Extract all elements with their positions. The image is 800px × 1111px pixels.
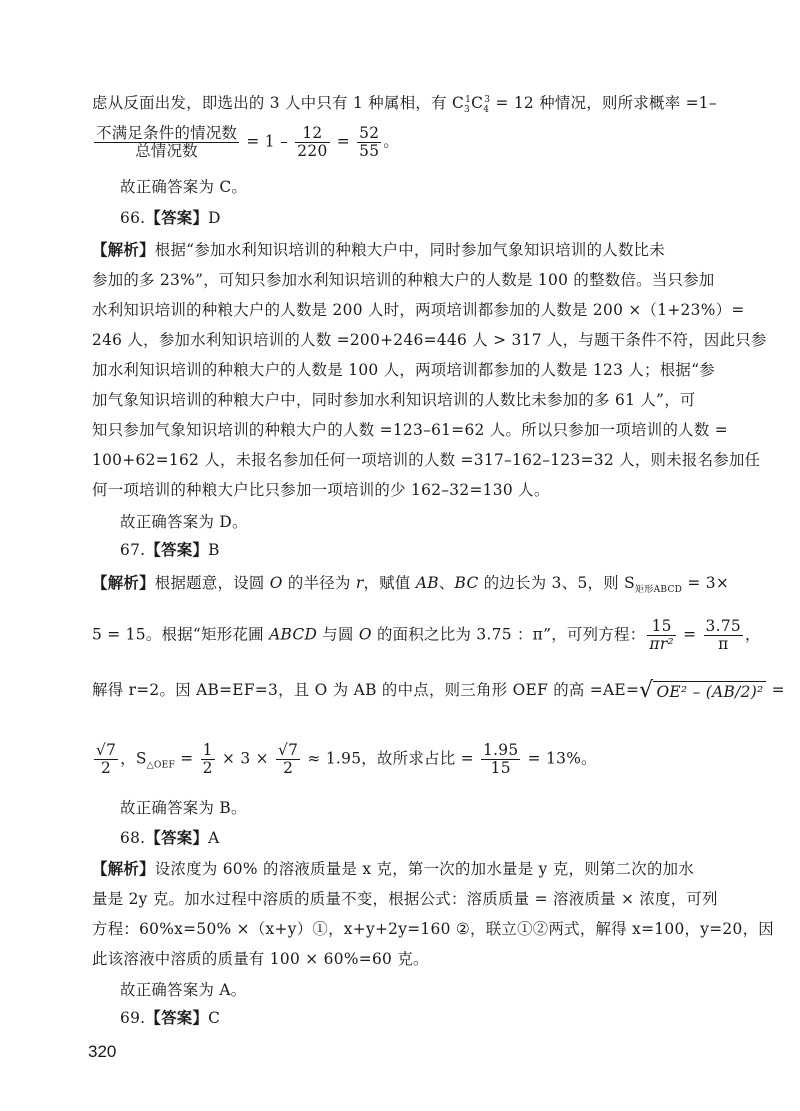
q66-conclusion: 故正确答案为 D。	[120, 513, 248, 531]
fraction-numerator: 3.75	[705, 617, 742, 635]
answer-value: B	[208, 541, 220, 559]
fraction-numerator: √7	[278, 741, 299, 759]
math-var: O	[269, 574, 283, 592]
answer-value: D	[208, 209, 221, 227]
analysis-label: 【解析】	[92, 574, 155, 592]
analysis-text: ≈ 1.95，故所求占比 =	[302, 749, 480, 768]
analysis-text: 解得 r=2。因 AB=EF=3，且 O 为 AB 的中点，则三角形 OEF 的高 =AE=	[92, 681, 640, 699]
analysis-text: ，赋值	[363, 574, 416, 592]
answer-value: C	[208, 1009, 221, 1027]
analysis-text: 设浓度为 60% 的溶液质量是 x 克，第一次的加水量是 y 克，则第二次的加水	[154, 860, 695, 878]
analysis-text: 根据“参加水利知识培训的种粮大户中，同时参加气象知识培训的人数比未	[154, 241, 666, 259]
analysis-text: 、	[438, 574, 455, 592]
analysis-text: = 13%。	[522, 749, 597, 768]
fraction-numerator: 不满足条件的情况数	[96, 124, 238, 142]
fraction-numerator: √7	[96, 741, 117, 759]
q68-analysis-line-1	[92, 859, 712, 879]
math-var: ABCD	[269, 625, 318, 644]
answer-value: A	[208, 829, 220, 847]
analysis-text: 的边长为 3、5，则 S	[478, 574, 635, 592]
q66-analysis-line-5: 加水利知识培训的种粮大户的人数是 100 人，两项培训都参加的人数是 123 人；根据“参	[92, 361, 715, 379]
answer-label: 【答案】	[145, 829, 209, 847]
analysis-text: = 3×	[682, 574, 730, 592]
answer-label: 【答案】	[145, 209, 209, 227]
analysis-text: 根据题意，设圆	[154, 574, 270, 592]
q66-analysis-line-2: 参加的多 23%”，可知只参加水利知识培训的种粮大户的人数是 100 的整数倍。当只参加	[92, 271, 715, 289]
question-number: 69.	[120, 1009, 146, 1027]
q65-text-c: = 12 种情况，则所求概率 =1–	[490, 94, 717, 113]
fraction-52-55	[357, 125, 381, 160]
q67-analysis-line-4	[92, 742, 712, 788]
analysis-text: × 3 ×	[216, 749, 275, 768]
q69-answer-line	[120, 1008, 740, 1028]
equation-text: 。	[383, 132, 400, 151]
fraction-denominator: 2	[101, 759, 112, 777]
fraction-conditions	[94, 125, 239, 160]
analysis-label: 【解析】	[92, 860, 155, 878]
q67-analysis-line-1	[92, 573, 730, 600]
q68-analysis-line-2: 量是 2y 克。加水过程中溶质的质量不变，根据公式：溶质质量 = 溶液质量 × 浓度，可列	[92, 890, 718, 908]
fraction-numerator: 52	[359, 124, 380, 142]
q68-answer-line	[120, 828, 740, 848]
radicand: 7	[106, 741, 117, 759]
fraction-375-pi	[704, 618, 743, 653]
analysis-text: 的面积之比为 3.75 ：π”，可列方程：	[371, 625, 646, 644]
q65-line-1: 虑从反面出发，即选出的 3 人中只有 1 种属相，有 $C_3^1C_4^3 = 12$ 种情况，则所求概率 =1–	[92, 94, 717, 116]
q68-analysis-line-4: 此该溶液中溶质的质量有 100 × 60%=60 克。	[92, 950, 429, 968]
fraction-half	[201, 742, 215, 777]
q65-text-b: C	[471, 94, 484, 113]
question-number: 66.	[120, 209, 146, 227]
fraction-numerator: 1.95	[483, 741, 519, 759]
q65-line-2	[92, 125, 712, 167]
fraction-denominator: 2	[283, 759, 294, 777]
page-number: 320	[88, 1042, 117, 1061]
fraction-numerator: 15	[647, 618, 676, 636]
math-subscript: 矩形ABCD	[634, 585, 683, 596]
analysis-text: ，	[745, 625, 761, 644]
q65-text-a: 虑从反面出发，即选出的 3 人中只有 1 种属相，有 C	[92, 94, 465, 113]
analysis-label: 【解析】	[92, 241, 155, 259]
question-number: 67.	[120, 541, 146, 559]
fraction-12-220	[295, 125, 329, 160]
fraction-sqrt7-2b	[276, 742, 300, 777]
math-subscript: △OEF	[146, 760, 176, 771]
q68-conclusion: 故正确答案为 A。	[120, 981, 247, 999]
fraction-denominator: 2	[202, 759, 213, 777]
q68-analysis-line-3: 方程：60%x=50% ×（x+y）①，x+y+2y=160 ②，联立①②两式，解得 x=100，y=20，因	[92, 920, 774, 938]
analysis-text: =	[175, 749, 199, 768]
fraction-numerator: 1	[202, 741, 213, 759]
math-var: r	[355, 574, 364, 592]
q67-conclusion: 故正确答案为 B。	[120, 799, 247, 817]
q66-analysis-line-9: 何一项培训的种粮大户比只参加一项培训的少 162–32=130 人。	[92, 481, 550, 499]
fraction-denominator: 15	[490, 759, 511, 777]
q65-conclusion: 故正确答案为 C。	[120, 178, 248, 196]
equation-text: = 1 –	[241, 132, 294, 151]
q66-analysis-line-4: 246 人，参加水利知识培训的人数 =200+246=446 人 > 317 人，与题干条件不符，因此只参	[92, 331, 767, 349]
question-number: 68.	[120, 829, 146, 847]
math-var: O	[358, 625, 372, 644]
q67-analysis-line-2	[92, 617, 761, 660]
fraction-sqrt7-2	[94, 742, 118, 777]
fraction-195-15	[481, 742, 520, 777]
q66-analysis-line-3: 水利知识培训的种粮大户的人数是 200 人时，两项培训都参加的人数是 200 ×（1+23%）=	[92, 301, 745, 319]
q66-analysis-line-8: 100+62=162 人，未报名参加任何一项培训的人数 =317–162–123=32 人，则未报名参加任	[92, 451, 761, 469]
fraction-numerator: 12	[295, 125, 329, 143]
analysis-text: 5 = 15。根据“矩形花圃	[92, 625, 270, 644]
q67-analysis-line-3	[92, 677, 785, 724]
radicand: OE² – (AB/2)²	[653, 681, 766, 702]
equation-text: =	[331, 132, 356, 151]
analysis-text: =	[677, 625, 702, 644]
q67-answer-line	[120, 540, 740, 560]
answer-label: 【答案】	[145, 541, 209, 559]
analysis-text: ，S	[120, 749, 147, 768]
q66-analysis-line-7: 知只参加气象知识培训的种粮大户的人数 =123–61=62 人。所以只参加一项培训的人数 =	[92, 421, 728, 439]
analysis-text: 与圆	[317, 625, 359, 644]
analysis-text: 的半径为	[282, 574, 356, 592]
q66-answer-line	[120, 208, 740, 228]
math-var: BC	[454, 574, 479, 592]
analysis-text: =	[766, 681, 785, 699]
fraction-denominator: π	[718, 635, 729, 653]
fraction-denominator: 220	[297, 142, 328, 160]
fraction-denominator: πr²	[649, 635, 674, 653]
sqrt-expression: √ OE² – (AB/2)²	[639, 681, 766, 702]
q66-analysis-line-1	[92, 240, 712, 260]
answer-label: 【答案】	[145, 1009, 209, 1027]
math-var: AB	[415, 574, 439, 592]
q66-analysis-line-6: 加气象知识培训的种粮大户中，同时参加水利知识培训的人数比未参加的多 61 人”，可	[92, 391, 696, 409]
fraction-denominator: 55	[359, 142, 380, 160]
fraction-denominator: 总情况数	[135, 142, 198, 160]
fraction-15-pir2	[647, 618, 676, 653]
